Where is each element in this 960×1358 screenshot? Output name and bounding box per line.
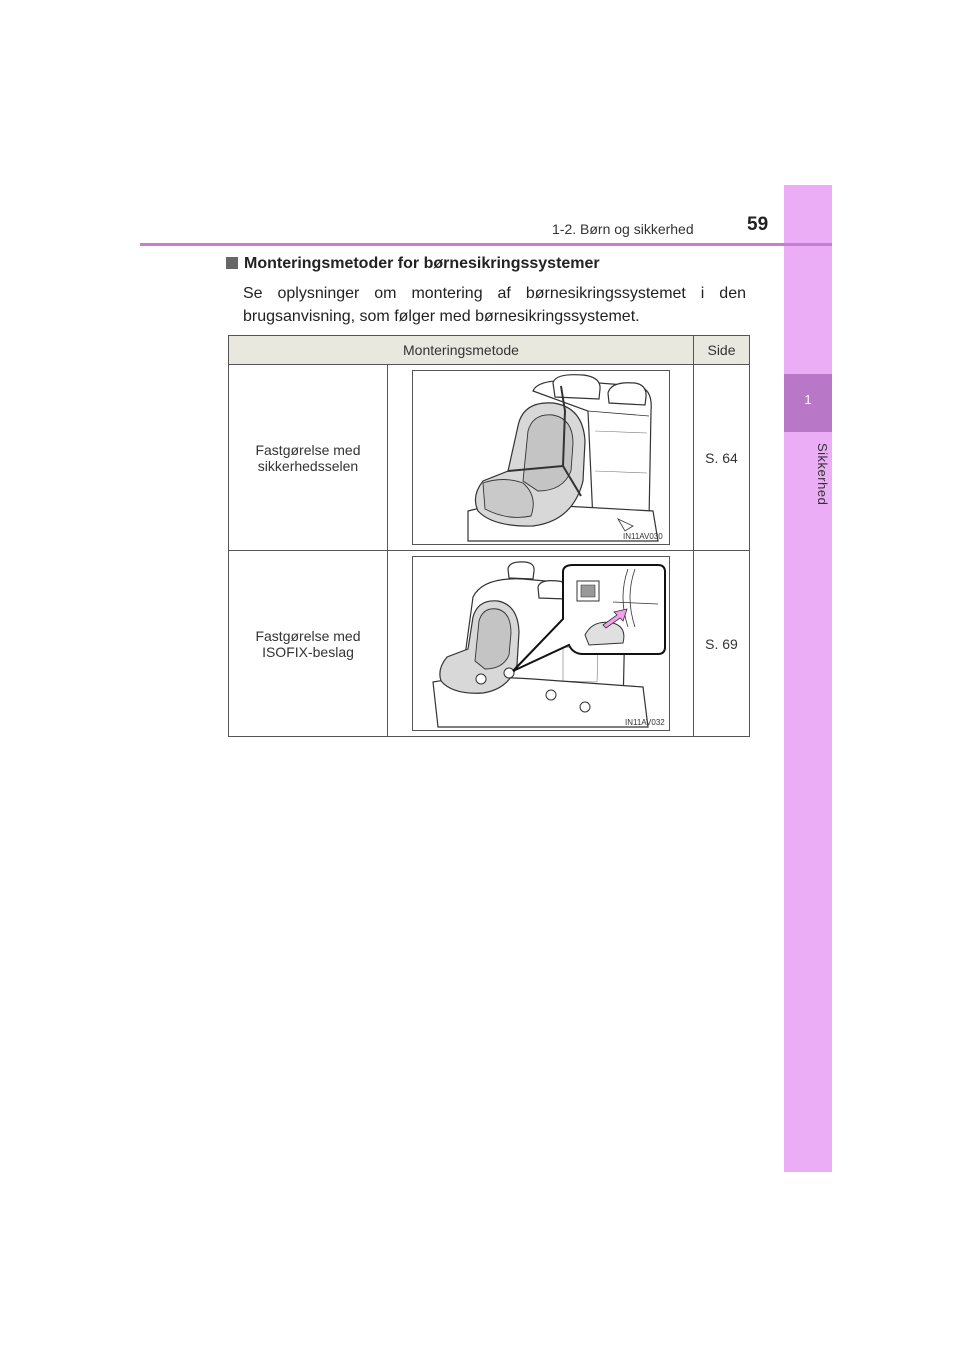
figure-code: IN11AV030	[622, 532, 663, 541]
page-reference: S. 69	[694, 551, 750, 737]
figure-cell	[388, 551, 694, 737]
figure-code: IN11AV032	[624, 718, 665, 727]
section-heading	[226, 255, 600, 273]
table-header-row	[229, 336, 750, 365]
header-divider	[140, 243, 832, 246]
method-label: Fastgørelse med ISOFIX-beslag	[229, 551, 388, 737]
mounting-methods-table	[228, 335, 750, 737]
isofix-child-seat-figure	[412, 556, 670, 731]
chapter-name: Sikkerhed	[815, 443, 830, 506]
figure-cell	[388, 365, 694, 551]
page-number: 59	[747, 214, 769, 235]
table-row	[229, 551, 750, 737]
chapter-number: 1	[784, 374, 832, 432]
square-bullet-icon	[226, 257, 238, 269]
section-heading-text: Monteringsmetoder for børnesikringssystemer	[244, 255, 600, 272]
chapter-side-tab	[784, 185, 832, 1172]
column-header-method: Monteringsmetode	[229, 336, 694, 365]
table-row	[229, 365, 750, 551]
header-section-title: 1-2. Børn og sikkerhed	[552, 221, 694, 237]
isofix-child-seat-illustration	[413, 557, 669, 730]
method-label: Fastgørelse med sikkerhedsselen	[229, 365, 388, 551]
column-header-page: Side	[694, 336, 750, 365]
intro-paragraph: Se oplysninger om montering af børnesikringssystemet i den brugsanvisning, som følger med børnesikringssystemet.	[243, 285, 746, 325]
seatbelt-child-seat-figure	[412, 370, 670, 545]
seatbelt-child-seat-illustration	[413, 371, 669, 544]
page-reference: S. 64	[694, 365, 750, 551]
